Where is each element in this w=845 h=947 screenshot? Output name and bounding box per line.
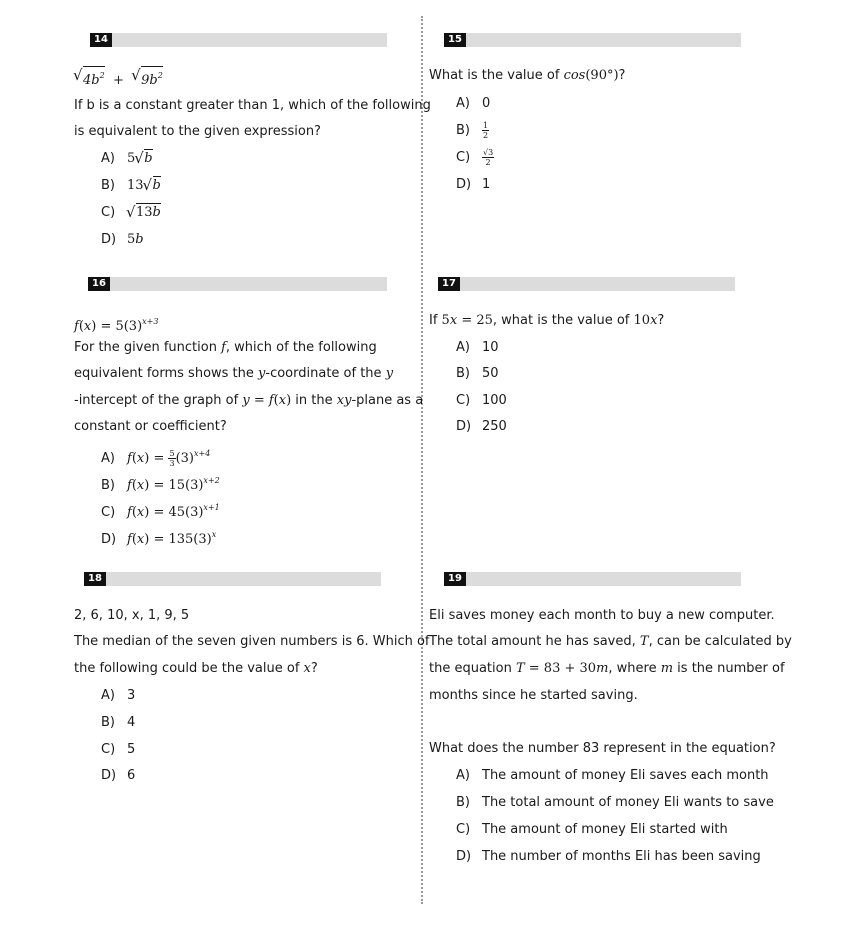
q14-option-b[interactable]: B) 13√ b [101, 176, 161, 196]
option-letter: B) [456, 366, 470, 381]
option-letter: C) [456, 150, 471, 165]
q17-option-d[interactable] [456, 417, 507, 437]
q19-option-c[interactable] [456, 820, 728, 840]
question-number: 18 [84, 572, 106, 586]
option-value: The amount of money Eli saves each month [482, 768, 769, 783]
option-letter: D) [101, 768, 117, 783]
header-bar [444, 33, 741, 47]
option-value: 4 [127, 715, 136, 730]
option-letter: D) [101, 232, 117, 247]
q19-text-line-4: months since he started saving. [429, 688, 638, 703]
option-letter: A) [101, 688, 115, 703]
option-value: 10 [482, 340, 499, 355]
q16-text-line-3: -intercept of the graph of y = f(x) in the xy-plane as a [74, 393, 424, 408]
header-bar [88, 277, 387, 291]
q19-text-line-2: The total amount he has saved, T, can be calculated by [429, 634, 792, 649]
q14-text-line-2: is equivalent to the given expression? [74, 124, 321, 139]
option-letter: A) [101, 451, 115, 466]
q14-text-line-1: If b is a constant greater than 1, which of the following [74, 98, 431, 113]
q15-option-c[interactable] [456, 148, 494, 168]
option-letter: C) [101, 742, 116, 757]
q18-option-d[interactable] [101, 766, 135, 786]
question-number: 14 [90, 33, 112, 47]
column-divider [421, 16, 423, 904]
option-value: The number of months Eli has been saving [482, 849, 761, 864]
q19-option-b[interactable] [456, 793, 774, 813]
option-letter: D) [456, 177, 472, 192]
header-bar [438, 277, 735, 291]
q18-text-line-2: the following could be the value of x? [74, 661, 318, 676]
question-number: 16 [88, 277, 110, 291]
header-bar [90, 33, 387, 47]
q16-expression: $f(x) = 5(3)^{x+3}$ [74, 317, 159, 334]
option-letter: B) [456, 123, 470, 138]
q16-option-d[interactable]: D) $f(x) = 135(3)^x$ [101, 525, 216, 550]
option-value: 0 [482, 96, 491, 111]
option-letter: A) [456, 96, 470, 111]
question-number: 15 [444, 33, 466, 47]
option-value: The amount of money Eli started with [482, 822, 728, 837]
option-letter: D) [456, 419, 472, 434]
option-value: 3 [127, 688, 136, 703]
q15-option-a[interactable] [456, 94, 490, 114]
q16-option-b[interactable]: B) $f(x) = 15(3)^{x+2}$ [101, 471, 220, 496]
q19-text-line-3: the equation T = 83 + 30m, where m is the number of [429, 661, 785, 676]
option-letter: B) [101, 478, 115, 493]
option-letter: C) [101, 205, 116, 220]
option-value: 1 [482, 177, 491, 192]
q19-option-d[interactable] [456, 847, 761, 867]
option-value: 50 [482, 366, 499, 381]
q18-numbers: 2, 6, 10, x, 1, 9, 5 [74, 608, 190, 623]
q15-option-d[interactable] [456, 175, 490, 195]
q15-option-b[interactable] [456, 121, 489, 141]
header-bar [444, 572, 741, 586]
option-value: 100 [482, 393, 507, 408]
header-bar [84, 572, 381, 586]
option-value: 6 [127, 768, 136, 783]
q17-option-a[interactable] [456, 338, 499, 358]
fraction-root3-half: $\frac{√3}{2}$ [483, 148, 494, 167]
option-letter: D) [456, 849, 472, 864]
option-letter: B) [101, 715, 115, 730]
q14-option-c[interactable]: C)√ 13b [101, 203, 161, 223]
option-value: 5 [127, 742, 136, 757]
q18-option-b[interactable] [101, 713, 135, 733]
q17-option-b[interactable] [456, 364, 499, 384]
option-letter: C) [456, 393, 471, 408]
option-letter: C) [101, 505, 116, 520]
option-letter: D) [101, 532, 117, 547]
q16-option-c[interactable]: C) $f(x) = 45(3)^{x+1}$ [101, 498, 220, 523]
q19-question: What does the number 83 represent in the equation? [429, 741, 776, 756]
option-letter: A) [101, 151, 115, 166]
q18-option-c[interactable] [101, 740, 135, 760]
option-value: The total amount of money Eli wants to save [482, 795, 774, 810]
option-letter: A) [456, 768, 470, 783]
q19-text-line-1: Eli saves money each month to buy a new computer. [429, 608, 775, 623]
q16-text-line-1: For the given function f, which of the following [74, 340, 377, 355]
fraction-one-half: $\frac{1}{2}$ [483, 121, 489, 140]
option-value: 250 [482, 419, 507, 434]
q18-option-a[interactable] [101, 686, 135, 706]
option-letter: C) [456, 822, 471, 837]
q18-text-line-1: The median of the seven given numbers is 6. Which of [74, 634, 430, 649]
q15-text: What is the value of cos(90°)? [429, 68, 626, 83]
option-letter: B) [456, 795, 470, 810]
q16-option-a[interactable]: A) f(x) = $\frac{5}{3}$ $(3)^{x+4}$ [101, 449, 211, 468]
q16-text-line-4: constant or coefficient? [74, 419, 227, 434]
q17-option-c[interactable] [456, 391, 507, 411]
q14-expression: √ $4b^2$ + √ $9b^2$ [74, 66, 163, 91]
option-letter: A) [456, 340, 470, 355]
q14-option-a[interactable]: A) 5√ b [101, 149, 153, 169]
q17-text: If 5x = 25, what is the value of 10x? [429, 313, 665, 328]
option-letter: B) [101, 178, 115, 193]
q19-option-a[interactable] [456, 766, 769, 786]
question-number: 19 [444, 572, 466, 586]
question-number: 17 [438, 277, 460, 291]
q14-option-d[interactable]: D) 5b [101, 230, 144, 250]
q16-text-line-2: equivalent forms shows the y-coordinate of the y [74, 366, 394, 381]
